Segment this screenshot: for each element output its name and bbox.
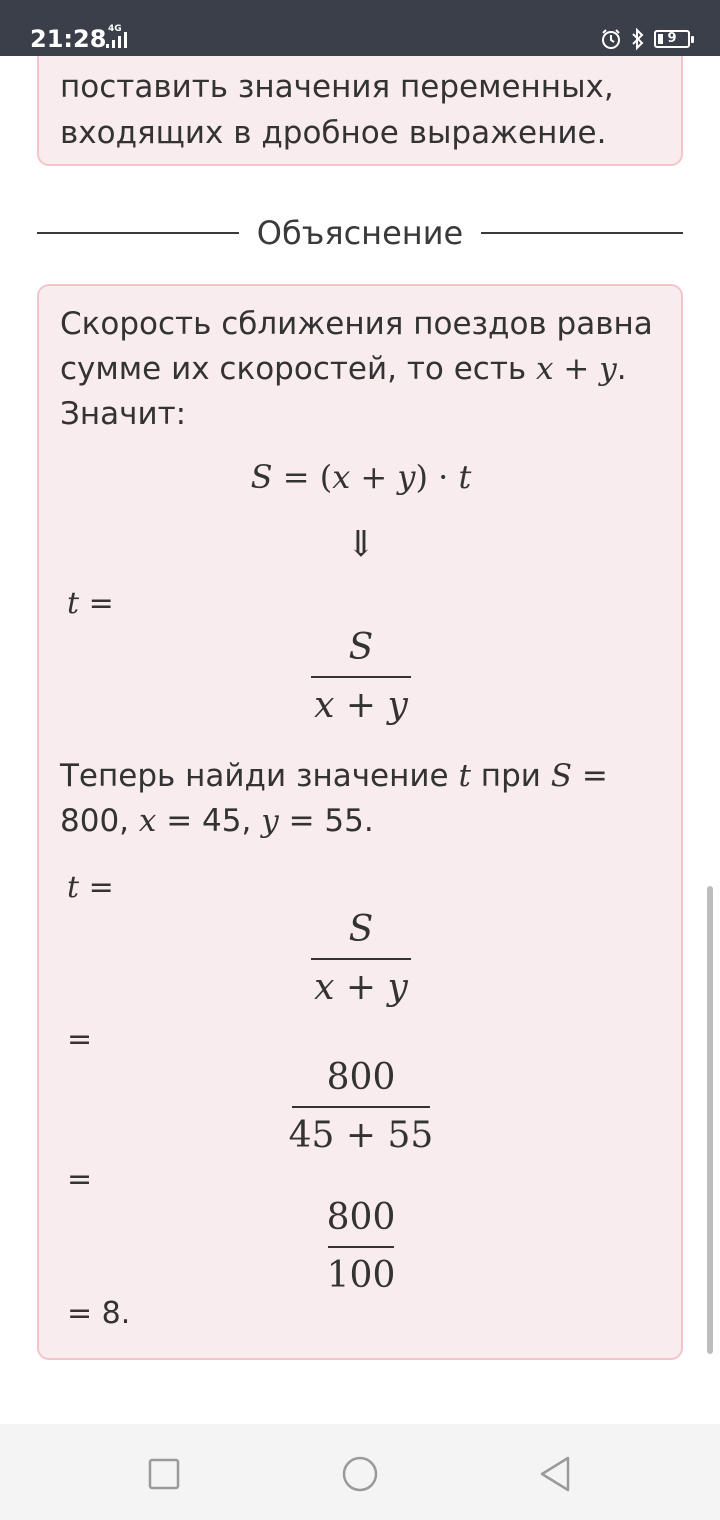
fraction-denominator: x + y (314, 967, 408, 1008)
bluetooth-icon (630, 27, 646, 51)
t-label-2: t = (67, 870, 114, 905)
fraction-denominator: 45 + 55 (288, 1115, 434, 1156)
network-label: 4G (108, 24, 122, 34)
fraction-numeric (39, 1056, 683, 1158)
p1-line-1: Скорость сближения поездов равна (60, 306, 653, 342)
battery-icon (654, 30, 690, 48)
hint-line-2: входящих в дробное выражение. (60, 115, 607, 151)
fraction-denominator: 100 (326, 1255, 396, 1296)
p2-line-2: 800, x = 45, y = 55. (60, 803, 374, 839)
explanation-paragraph-2 (60, 754, 660, 844)
section-title-text: Объяснение (239, 214, 481, 252)
status-time: 21:28 (30, 25, 107, 53)
explanation-card (37, 284, 683, 1360)
alarm-icon (600, 28, 622, 50)
section-title (0, 212, 720, 254)
navigation-bar (0, 1424, 720, 1520)
status-bar (0, 0, 720, 56)
fraction-S-over-xy (39, 626, 683, 728)
home-button[interactable] (340, 1454, 380, 1494)
fraction-numerator: 800 (326, 1057, 396, 1098)
hint-text (60, 64, 660, 156)
p2-line-1: Теперь найди значение t при S = (60, 758, 608, 794)
explanation-paragraph-1 (60, 302, 660, 437)
p1-line-3: Значит: (60, 396, 187, 432)
signal-icon (102, 26, 132, 50)
scrollbar[interactable] (707, 886, 713, 1354)
fraction-numerator: S (348, 909, 374, 950)
p1-line-2: сумме их скоростей, то есть x + y. (60, 351, 627, 387)
t-label-1: t = (67, 586, 114, 621)
equals-sign-2: = (67, 1162, 93, 1197)
fraction-numerator: S (348, 627, 374, 668)
recent-apps-button[interactable] (144, 1454, 184, 1494)
status-icons (600, 24, 690, 54)
result: = 8. (67, 1296, 131, 1331)
hint-line-1: поставить значения переменных, (60, 69, 614, 105)
implies-arrow: ⇓ (345, 524, 377, 565)
formula-distance: S = (x + y) · t (250, 458, 472, 496)
back-button[interactable] (536, 1454, 576, 1494)
battery-level: 9 (667, 31, 677, 46)
fraction-numerator: 800 (326, 1197, 396, 1238)
equals-sign-1: = (67, 1022, 93, 1057)
fraction-denominator: x + y (314, 685, 408, 726)
fraction-S-over-xy-2 (39, 908, 683, 1010)
fraction-simplified (39, 1196, 683, 1298)
